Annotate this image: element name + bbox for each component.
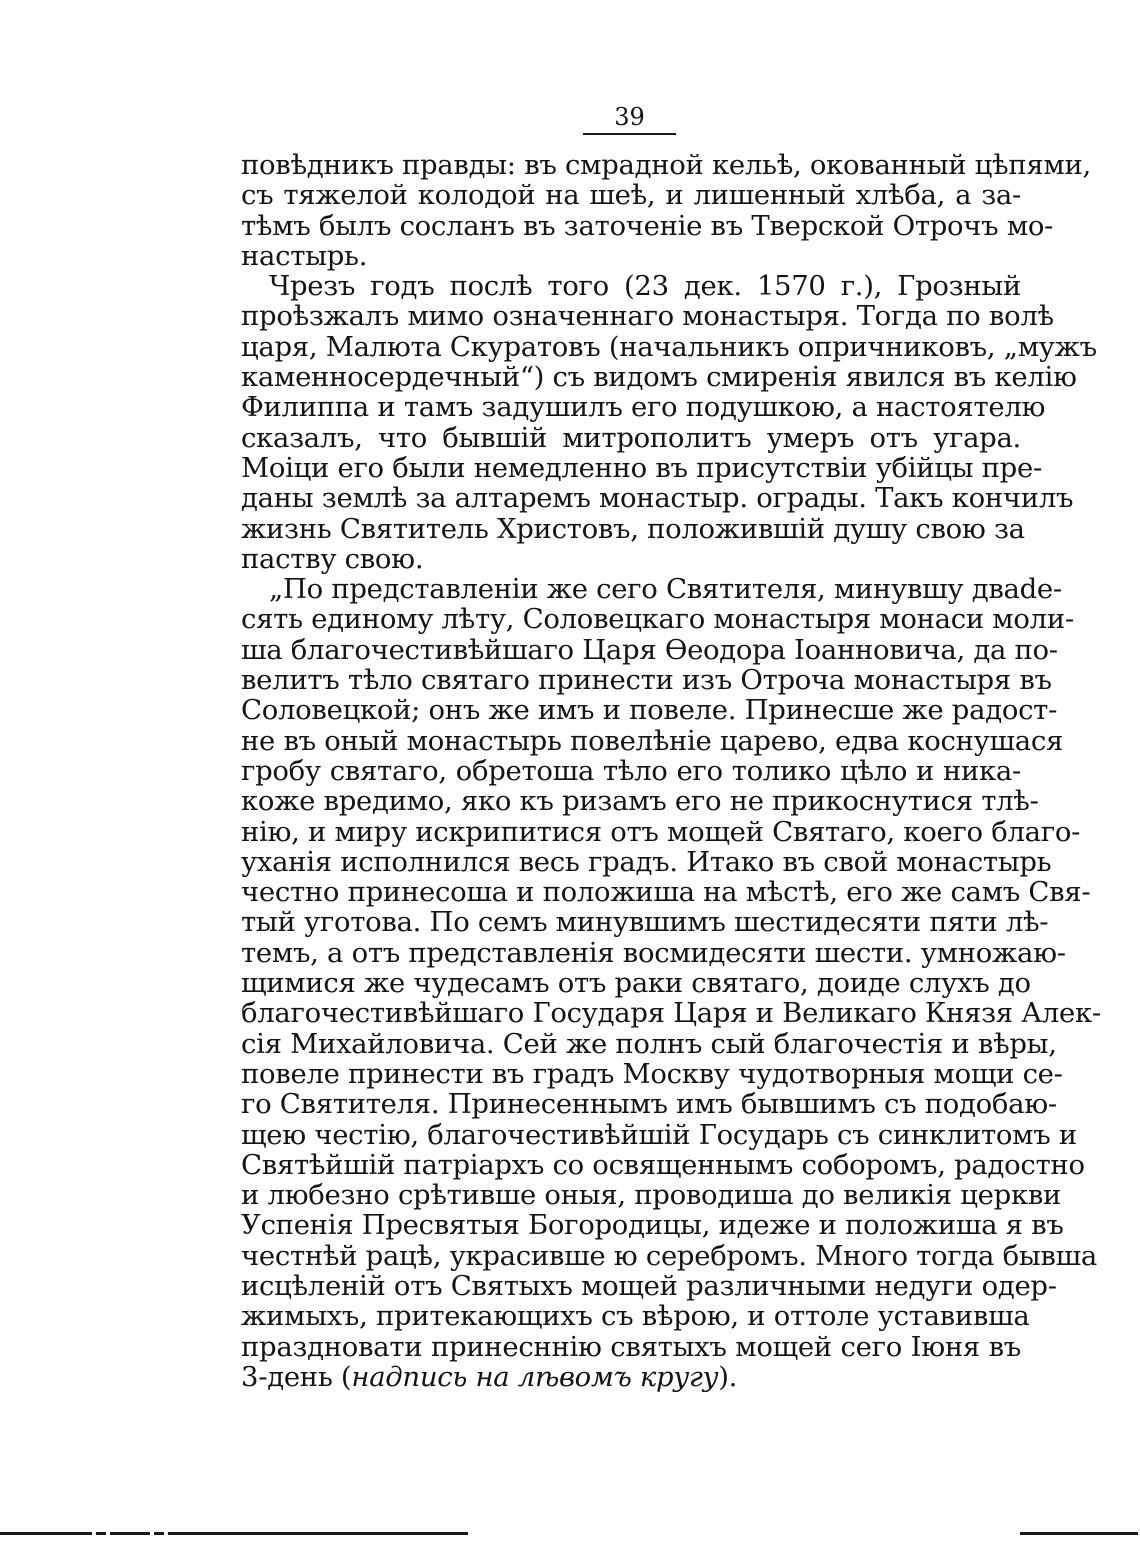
text-line: сія Михайловича. Сей же полнъ сый благочестія и вѣры, [241,1027,1057,1060]
text-line: велитъ тѣло святаго принести изъ Отроча монастыря въ [241,664,1052,697]
text-line: даны землѣ за алтаремъ монастыр. ограды. Такъ кончилъ [241,482,1074,515]
text-line: го Святителя. Принесеннымъ имъ бывшимъ съ подобаю- [241,1088,1057,1121]
text-line: гробу святаго, обретоша тѣло его толико цѣло и ника- [241,754,1021,787]
text-line: проѣзжалъ мимо означеннаго монастыря. Тогда по волѣ [241,300,1054,333]
text-line: темъ, а отъ представленія восмидесяти шести. умножаю- [241,936,1066,969]
footer-rule-segment [96,1532,106,1535]
final-line-start: 3-день ( [241,1360,352,1393]
text-line: жимыхъ, притекающихъ съ вѣрою, и оттоле уставивша [241,1300,1030,1333]
text-line-final [241,1362,1021,1392]
text-line: каменносердечный“) съ видомъ смиренія явился въ келію [241,361,1077,394]
footer-rule-segment [168,1532,468,1535]
text-line: щимися же чудесамъ отъ раки святаго, доиде слухъ до [241,967,1031,1000]
text-line: Чрезъ годъ послѣ того (23 дек. 1570 г.), Грозный [269,270,1021,303]
body-text [241,149,1101,1393]
text-line: Филиппа и тамъ задушилъ его подушкою, а настоятелю [241,391,1046,424]
text-line: Соловецкой; онъ же имъ и повеле. Принесше же радост- [241,694,1058,727]
italic-inscription-note: надпись на лѣвомъ кругу [351,1360,719,1393]
text-line: съ тяжелой колодой на шеѣ, и лишенный хлѣба, а за- [241,179,1021,212]
text-line: тый уготова. По семъ минувшимъ шестидесяти пяти лѣ- [241,906,1049,939]
text-line: праздновати принесннію святыхъ мощей сего Іюня въ [241,1330,1021,1363]
text-line: не въ оный монастырь повелѣніе царево, едва коснушася [241,724,1064,757]
text-line: „По представленіи же сего Святителя, минувшу двade- [269,573,1062,606]
text-line: тѣмъ былъ сосланъ въ заточеніе въ Тверской Отрочъ мо- [241,209,1054,242]
text-line: коже вредимо, яко къ ризамъ его не прикоснутися тлѣ- [241,785,1039,818]
footer-rule-segment [154,1532,164,1535]
text-line: нію, и миру искрипитися отъ мощей Святаго, коего благо- [241,815,1081,848]
text-line: благочестивѣйшаго Государя Царя и Великаго Князя Алек- [241,997,1101,1030]
text-line: повѣдникъ правды: въ смрадной кельѣ, окованный цѣпями, [241,149,1091,181]
footer-rule-segment [110,1532,150,1535]
text-line: честно принесоша и положиша на мѣстѣ, его же самъ Свя- [241,876,1091,909]
text-line: Святѣйшій патріархъ со освященнымъ соборомъ, радостно [241,1148,1085,1181]
text-line: Моіци его были немедленно въ присутствіи убійцы пре- [241,451,1042,484]
text-line: паству свою. [241,542,424,575]
footer-rule-segment [0,1532,92,1535]
footer-rules [0,1520,1140,1544]
text-line: уханія исполнился весь градъ. Итако въ свой монастырь [241,845,1052,878]
final-line-end: ). [718,1360,738,1393]
text-line: сказалъ, что бывшій митрополитъ умеръ отъ угара. [241,421,1021,454]
text-line: ша благочестивѣйшаго Царя Ѳеодора Іоанновича, да по- [241,633,1058,666]
text-line: и любезно срѣтивше оныя, проводиша до великія церкви [241,1179,1062,1212]
text-line: царя, Малюта Скуратовъ (начальникъ опричниковъ, „мужъ [241,330,1097,363]
text-line: честнѣй рацѣ, украсивше ю серебромъ. Много тогда бывша [241,1239,1097,1272]
page-number-rule [583,133,676,135]
footer-rule-segment [1020,1532,1138,1535]
text-line: Успенія Пресвятыя Богородицы, идеже и положиша я въ [241,1209,1064,1242]
text-line: настырь. [241,239,368,272]
page-number: 39 [614,103,645,131]
text-line: исцѣленій отъ Святыхъ мощей различными недуги одер- [241,1269,1057,1302]
text-line: жизнь Святитель Христовъ, положившій душу свою за [241,512,1025,545]
text-line: щею честію, благочестивѣйшій Государь съ синклитомъ и [241,1118,1077,1151]
text-line: повеле принести въ градъ Москву чудотворныя мощи се- [241,1057,1063,1090]
text-line: сять единому лѣту, Соловецкаго монастыря монаси моли- [241,603,1074,636]
